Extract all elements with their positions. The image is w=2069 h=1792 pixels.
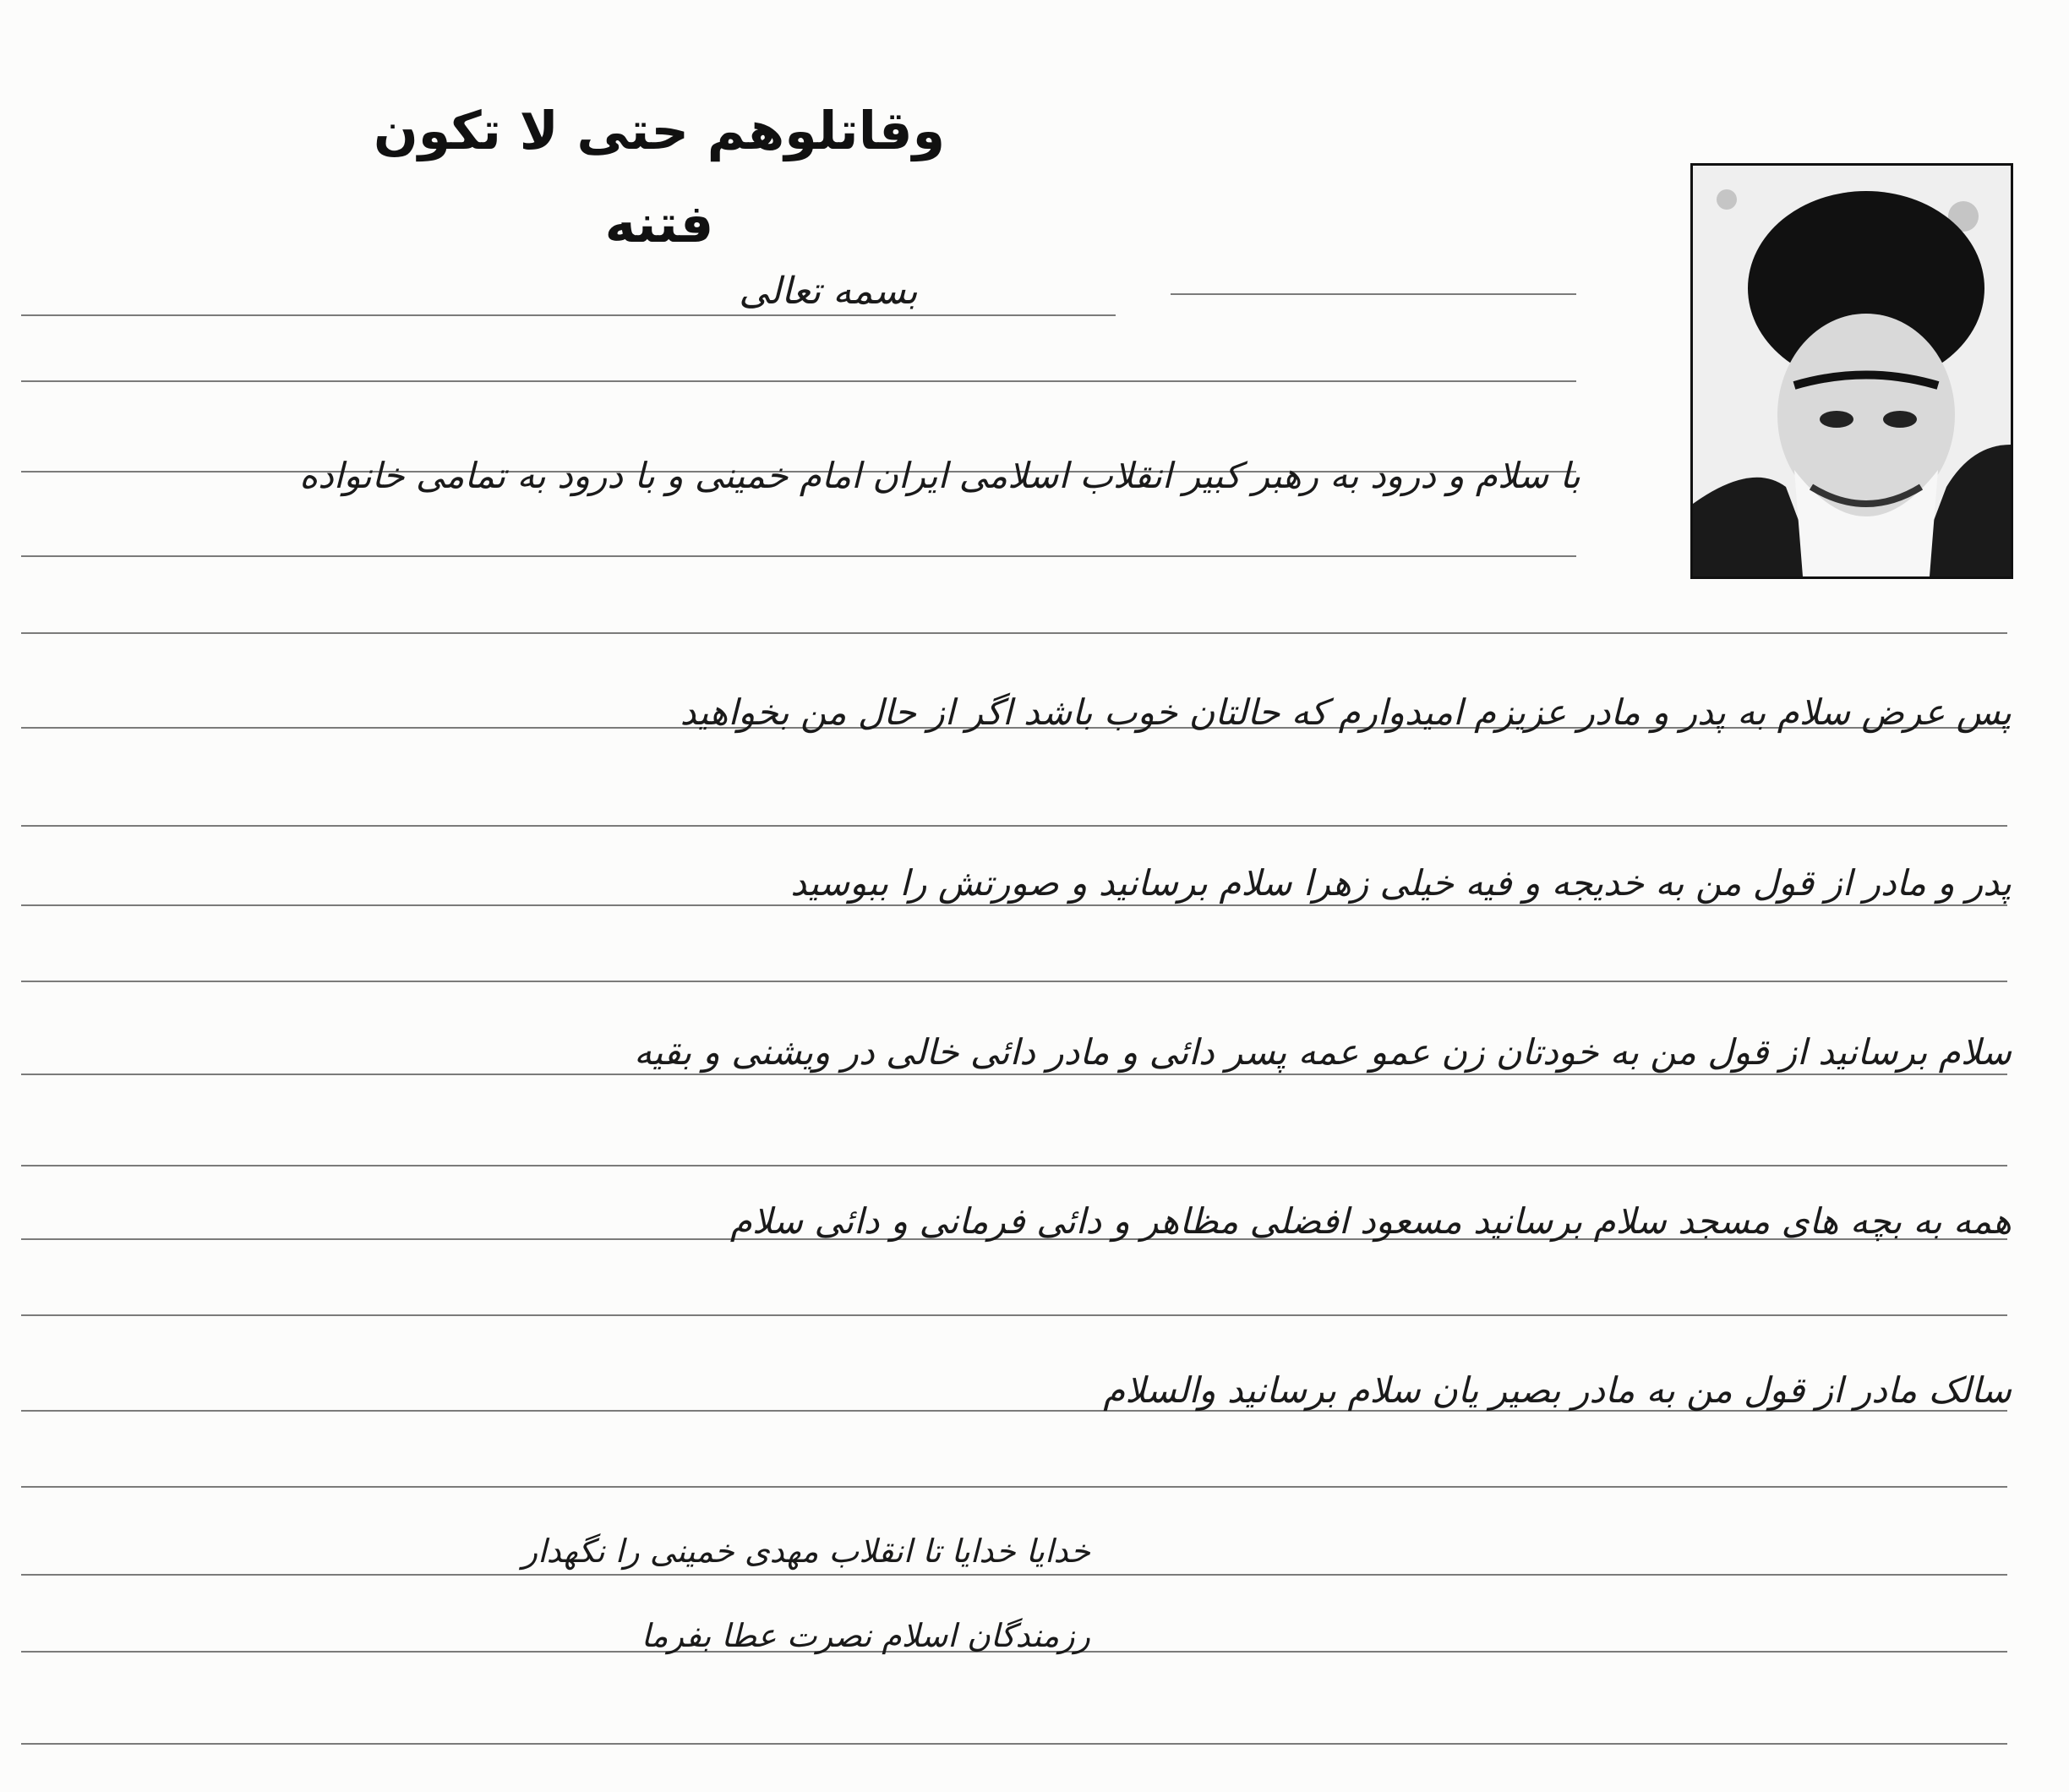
salutation: بسمه تعالی bbox=[739, 270, 918, 313]
rule-line bbox=[21, 1165, 2007, 1166]
rule-line bbox=[21, 380, 1576, 382]
rule-line bbox=[21, 1743, 2007, 1745]
portrait-image bbox=[1693, 166, 2011, 576]
body-line-1: با سلام و درود به رهبر کبیر انقلاب اسلامی ایران امام خمینی و با درود به تمامی خانواده bbox=[299, 455, 1580, 496]
rule-line bbox=[21, 555, 1576, 557]
body-line-6: سالک مادر از قول من به مادر بصیر یان سلام برسانید والسلام bbox=[1103, 1369, 2012, 1411]
letter-heading: وقاتلوهم حتی لا تکون فتنه bbox=[373, 100, 946, 254]
rule-line bbox=[1171, 293, 1576, 295]
rule-line bbox=[21, 1486, 2007, 1488]
body-line-2: پس عرض سلام به پدر و مادر عزیزم امیدوارم که حالتان خوب باشد اگر از حال من بخواهید bbox=[680, 691, 2012, 733]
body-line-4: سلام برسانید از قول من به خودتان زن عمو عمه پسر دائی و مادر دائی خالی در ویشنی و بقیه bbox=[634, 1031, 2012, 1073]
body-line-3: پدر و مادر از قول من به خدیجه و فیه خیلی زهرا سلام برسانید و صورتش را ببوسید bbox=[790, 862, 2012, 904]
body-line-5: همه به بچه های مسجد سلام برسانید مسعود افضلی مظاهر و دائی فرمانی و دائی سلام bbox=[729, 1200, 2012, 1242]
rule-line bbox=[21, 981, 2007, 982]
portrait-photo bbox=[1690, 163, 2013, 579]
rule-line bbox=[21, 632, 2007, 634]
closing-line-2: رزمندگان اسلام نصرت عطا بفرما bbox=[641, 1617, 1090, 1654]
closing-line-1: خدایا خدایا تا انقلاب مهدی خمینی را نگهدار bbox=[521, 1532, 1090, 1570]
rule-line bbox=[21, 825, 2007, 827]
rule-line bbox=[21, 1314, 2007, 1316]
